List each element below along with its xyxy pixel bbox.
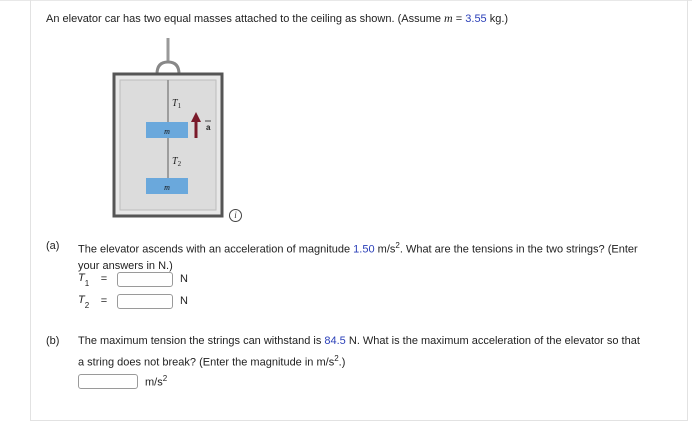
answer-row-t1 (78, 270, 188, 288)
elevator-figure (112, 38, 224, 218)
t2-unit: N (180, 295, 188, 307)
answer-row-accel (78, 372, 167, 390)
t2-label: $T_2$ (172, 156, 182, 168)
intro-text-after: kg.) (486, 13, 509, 25)
accel-value: 1.50 (353, 243, 375, 256)
intro-text-before: An elevator car has two equal masses attached to the ceiling as shown. (Assume (46, 13, 445, 25)
t2-input[interactable] (117, 294, 173, 309)
t1-var: $T_1$ (78, 271, 90, 289)
max-accel-input[interactable] (78, 374, 138, 389)
max-accel-unit: $m/s^2$ (145, 373, 168, 389)
answer-row-t2 (78, 292, 188, 310)
part-a-label: (a) (46, 240, 60, 252)
accel-label: a (206, 123, 211, 132)
part-a-question: The elevator ascends with an acceleration of magnitude 1.50 $m/s^2$. What are the tensions in the two strings? (Enter your answers in N.) (78, 241, 638, 272)
intro-eq: = (452, 13, 466, 25)
t1-eq: = (100, 273, 108, 285)
part-b-question: The maximum tension the strings can withstand is 84.5 N. What is the maximum acceleration of the elevator so that a string does not break? (Enter the magnitude in $m/s^2$.) (78, 335, 640, 369)
t1-input[interactable] (117, 272, 173, 287)
mass-upper-label: m (164, 127, 170, 136)
hook (157, 62, 179, 74)
mass-value: 3.55 (465, 13, 487, 25)
t2-var: $T_2$ (78, 293, 90, 311)
problem-intro (46, 11, 508, 26)
t1-unit: N (180, 273, 188, 285)
part-b-label: (b) (46, 335, 60, 347)
intro-var-m: m (444, 11, 453, 25)
info-icon[interactable]: i (229, 209, 242, 222)
t2-eq: = (100, 295, 108, 307)
tension-value: 84.5 (324, 335, 346, 347)
t1-label: $T_1$ (172, 98, 182, 110)
mass-lower-label: m (164, 183, 170, 192)
